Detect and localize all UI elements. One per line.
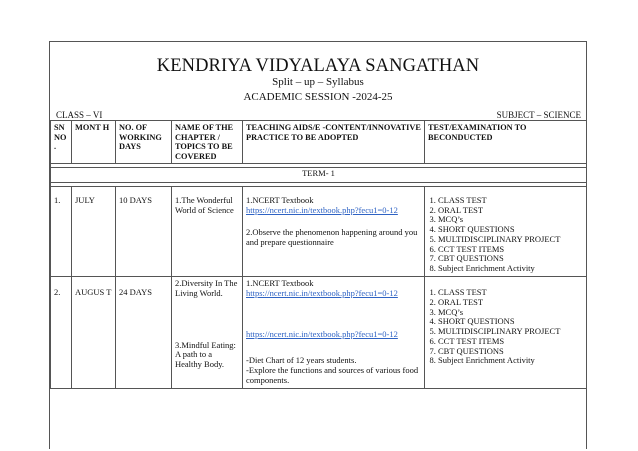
header-month: MONT H: [72, 121, 116, 164]
row1-aid-2: 2.Observe the phenomenon happening around you and prepare questionnaire: [246, 227, 418, 248]
list-item: 5. MULTIDISCIPLINARY PROJECT: [438, 327, 583, 337]
table-row: [51, 277, 587, 389]
term-label: TERM- 1: [51, 168, 587, 183]
list-item: 1. CLASS TEST: [438, 288, 583, 298]
header-sn: SN NO .: [51, 121, 72, 164]
row2-ncert-link-1[interactable]: https://ncert.nic.in/textbook.php?fecu1=0-12: [246, 287, 398, 298]
class-label: CLASS – VI: [56, 110, 103, 120]
row1-aids: [243, 186, 425, 276]
row2-month: AUGUS T: [72, 277, 116, 389]
list-item: 1. CLASS TEST: [438, 196, 583, 206]
term-row: [51, 168, 587, 183]
list-item: 8. Subject Enrichment Activity: [438, 356, 583, 366]
document-frame: [49, 41, 587, 449]
row1-aid-1: 1.NCERT Textbook: [246, 194, 314, 205]
row2-aid-2: -Diet Chart of 12 years students.: [246, 355, 357, 366]
row2-aid-3: -Explore the functions and sources of various food components.: [246, 365, 419, 385]
table-row: [51, 186, 587, 276]
row1-test-list: [428, 196, 583, 274]
list-item: 2. ORAL TEST: [438, 206, 583, 216]
header-working-days: NO. OF WORKING DAYS: [116, 121, 172, 164]
row2-test-list: [428, 288, 583, 366]
row1-chapter: [172, 186, 243, 276]
row1-tests: [425, 186, 587, 276]
list-item: 3. MCQ’s: [438, 308, 583, 318]
syllabus-table: [50, 120, 587, 389]
list-item: 8. Subject Enrichment Activity: [438, 264, 583, 274]
subtitle-split-up: Split – up – Syllabus: [272, 76, 364, 88]
row1-month: JULY: [72, 186, 116, 276]
row2-chapter-2: 3.Mindful Eating: A path to a Healthy Body.: [175, 339, 236, 370]
list-item: 6. CCT TEST ITEMS: [438, 337, 583, 347]
table-header-row: [51, 121, 587, 164]
row2-chapter-1: 2.Diversity In The Living World.: [175, 278, 238, 298]
list-item: 4. SHORT QUESTIONS: [438, 225, 583, 235]
list-item: 3. MCQ’s: [438, 215, 583, 225]
row1-ncert-link[interactable]: https://ncert.nic.in/textbook.php?fecu1=0-12: [246, 204, 398, 215]
list-item: 2. ORAL TEST: [438, 298, 583, 308]
row2-days: 24 DAYS: [116, 277, 172, 389]
row1-sn: 1.: [51, 186, 72, 276]
row2-tests: [425, 277, 587, 389]
row2-ncert-link-2[interactable]: https://ncert.nic.in/textbook.php?fecu1=0-12: [246, 328, 398, 339]
row2-aids: [243, 277, 425, 389]
header-chapter: NAME OF THE CHAPTER / TOPICS TO BE COVERED: [172, 121, 243, 164]
page-title: KENDRIYA VIDYALAYA SANGATHAN: [156, 56, 480, 76]
list-item: 6. CCT TEST ITEMS: [438, 245, 583, 255]
header-test: TEST/EXAMINATION TO BECONDUCTED: [425, 121, 587, 164]
list-item: 4. SHORT QUESTIONS: [438, 317, 583, 327]
row2-aid-1: 1.NCERT Textbook: [246, 278, 314, 289]
row2-chapter: [172, 277, 243, 389]
subtitle-session: ACADEMIC SESSION -2024-25: [243, 91, 393, 103]
list-item: 7. CBT QUESTIONS: [438, 347, 583, 357]
row1-chapter-1: 1.The Wonderful World of Science: [175, 194, 234, 215]
list-item: 5. MULTIDISCIPLINARY PROJECT: [438, 235, 583, 245]
header-teaching-aids: TEACHING AIDS/E -CONTENT/INNOVATIVE PRACTICE TO BE ADOPTED: [243, 121, 425, 164]
subject-label: SUBJECT – SCIENCE: [496, 110, 581, 120]
row1-days: 10 DAYS: [116, 186, 172, 276]
row2-sn: 2.: [51, 277, 72, 389]
list-item: 7. CBT QUESTIONS: [438, 254, 583, 264]
